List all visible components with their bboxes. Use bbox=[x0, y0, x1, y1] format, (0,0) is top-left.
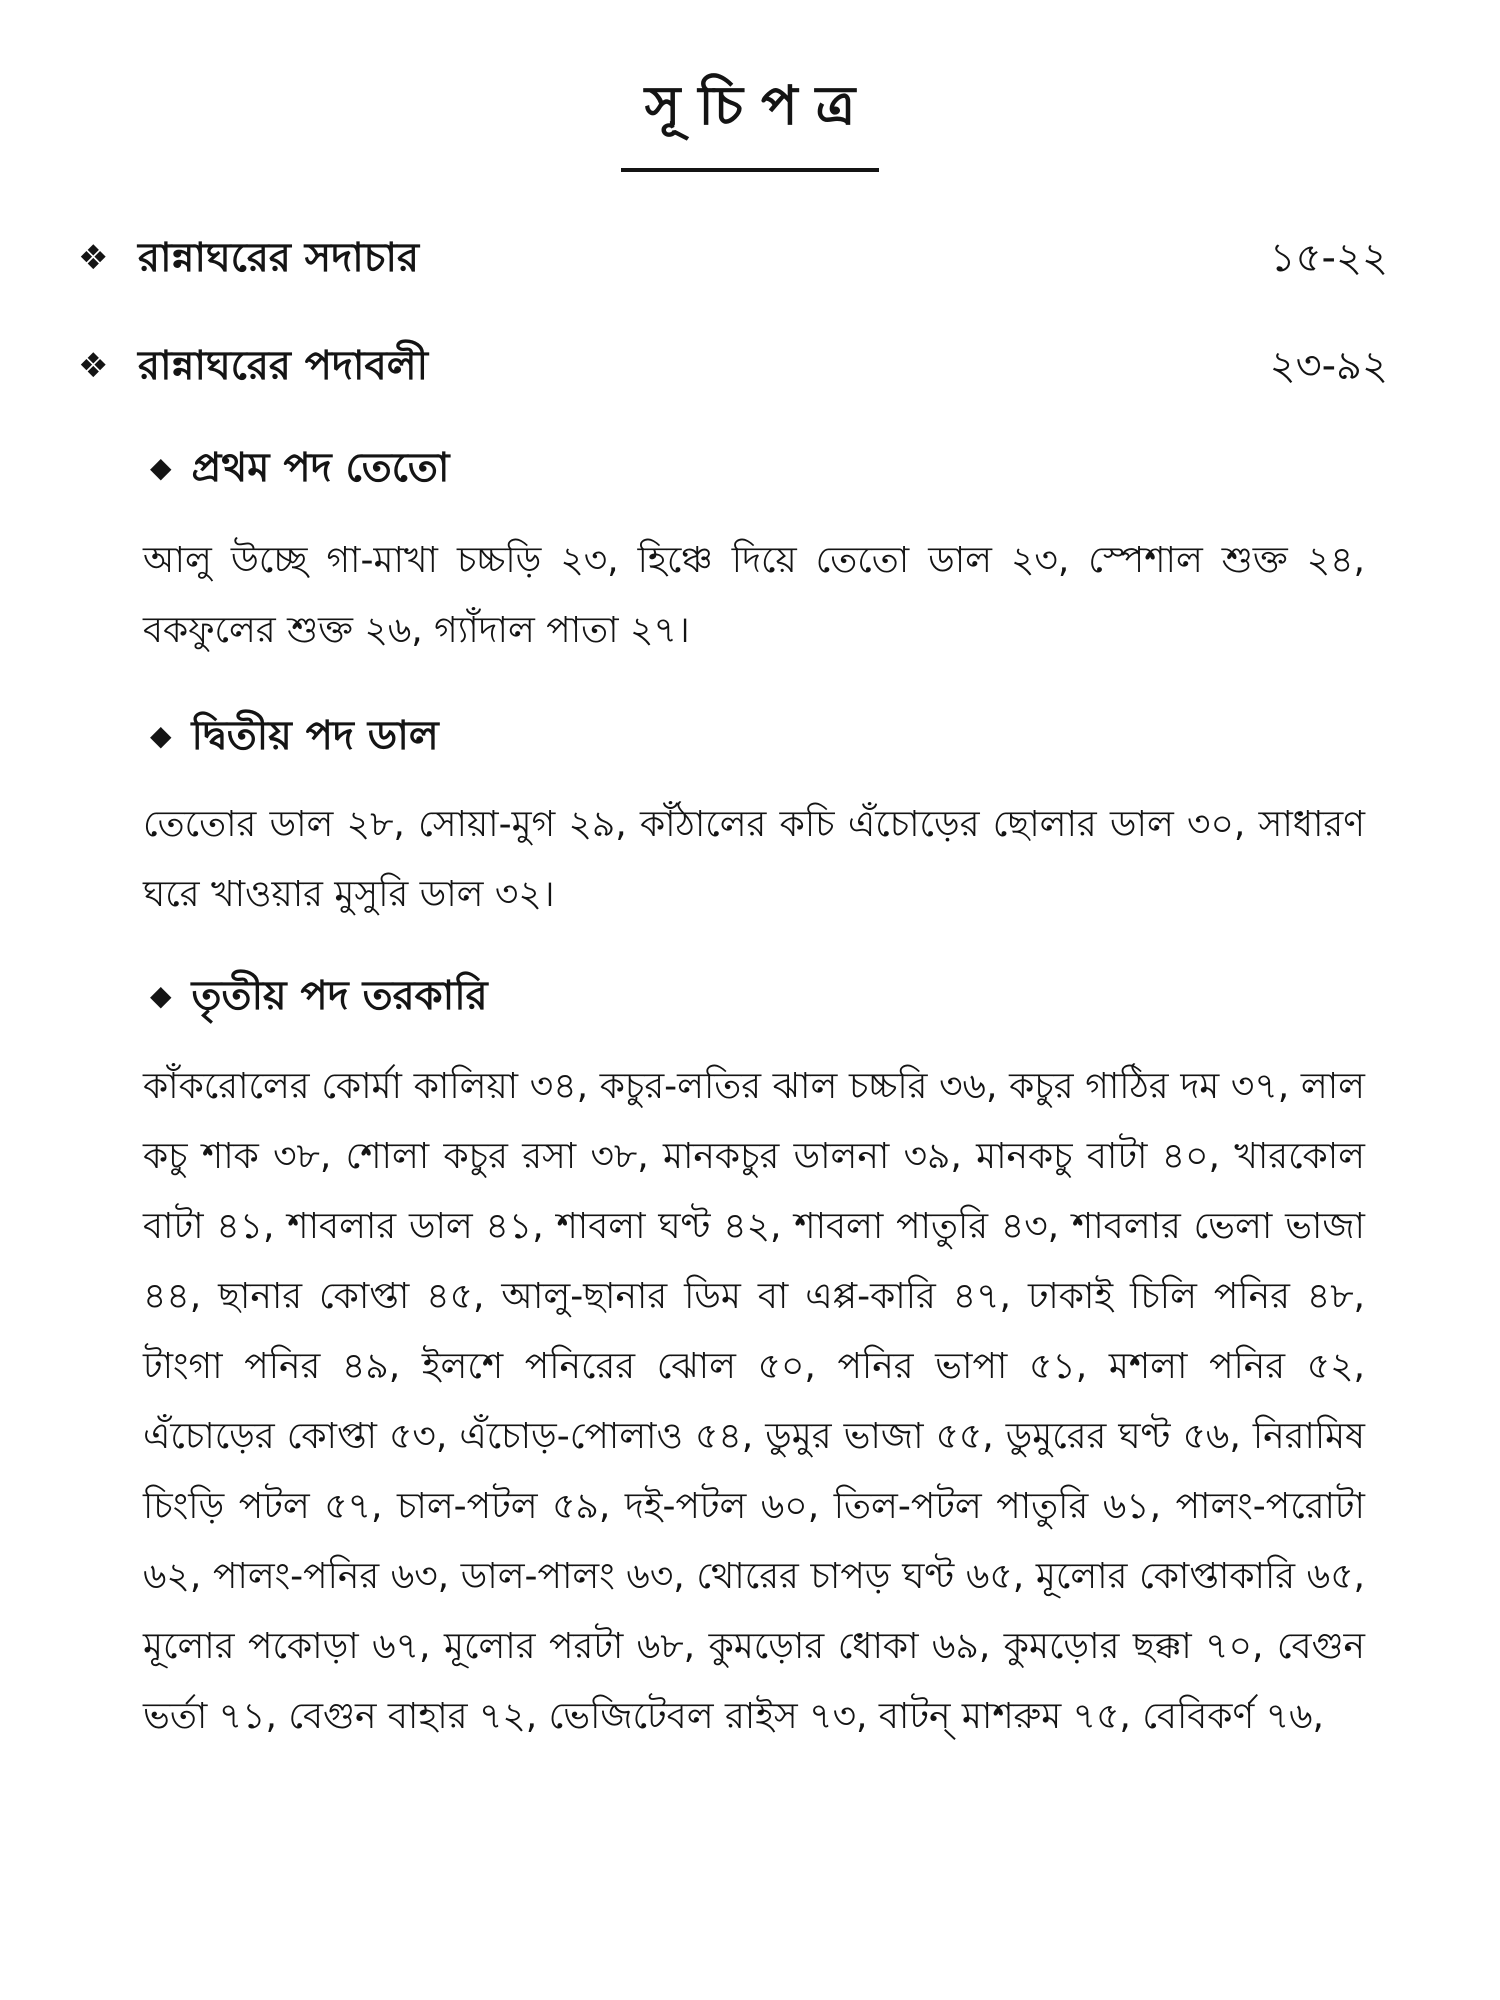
page-title: সূচিপত্র bbox=[621, 64, 880, 172]
toc-entry-pages: ১৫-২২ bbox=[1269, 235, 1388, 281]
section-heading-label: তৃতীয় পদ তরকারি bbox=[191, 973, 488, 1019]
toc-entry-kitchen-dishes bbox=[78, 336, 1388, 396]
title-container bbox=[0, 64, 1500, 172]
toc-entry-kitchen-etiquette bbox=[78, 228, 1388, 288]
diamond-bullet-icon: ◆ bbox=[150, 451, 172, 484]
section-items-second-course: তেতোর ডাল ২৮, সোয়া-মুগ ২৯, কাঁঠালের কচি এঁচোড়ের ছোলার ডাল ৩০, সাধারণ ঘরে খাওয়ার মুসুরি ডাল ৩২। bbox=[143, 804, 1365, 915]
section-heading-first-course bbox=[150, 440, 449, 496]
diamond-bullet-icon: ◆ bbox=[150, 719, 172, 752]
toc-entry-label: রান্নাঘরের সদাচার bbox=[138, 235, 419, 281]
section-heading-third-course bbox=[150, 968, 488, 1024]
toc-entry-label: রান্নাঘরের পদাবলী bbox=[138, 343, 429, 389]
diamond-bullet-icon: ◆ bbox=[150, 979, 172, 1012]
toc-entry-pages: ২৩-৯২ bbox=[1269, 343, 1388, 389]
section-heading-label: দ্বিতীয় পদ ডাল bbox=[191, 713, 439, 759]
ornament-bullet-icon: ❖ bbox=[78, 238, 109, 278]
section-heading-label: প্রথম পদ তেতো bbox=[191, 445, 450, 491]
section-items-third-course: কাঁকরোলের কোর্মা কালিয়া ৩৪, কচুর-লতির ঝাল চচ্চরি ৩৬, কচুর গাঠির দম ৩৭, লাল কচু শাক ৩৮, শোলা কচুর রসা ৩৮, মানকচুর ডালনা ৩৯, মানকচু বাটা ৪০, খারকোল বাটা ৪১, শাবলার ডাল ৪১, শাবলা ঘণ্ট ৪২, শাবলা পাতুরি ৪৩, শাবলার ভেলা ভাজা ৪৪, ছানার কোপ্তা ৪৫, আলু-ছানার ডিম বা এপ্প-কারি ৪৭, ঢাকাই চিলি পনির ৪৮, টাংগা পনির ৪৯, ইলশে পনিরের ঝোল ৫০, পনির ভাপা ৫১, মশলা পনির ৫২, এঁচোড়ের কোপ্তা ৫৩, এঁচোড়-পোলাও ৫৪, ডুমুর ভাজা ৫৫, ডুমুরের ঘণ্ট ৫৬, নিরামিষ চিংড়ি পটল ৫৭, চাল-পটল ৫৯, দই-পটল ৬০, তিল-পটল পাতুরি ৬১, পালং-পরোটা ৬২, পালং-পনির ৬৩, ডাল-পালং ৬৩, থোরের চাপড় ঘণ্ট ৬৫, মূলোর কোপ্তাকারি ৬৫, মূলোর পকোড়া ৬৭, মূলোর পরটা ৬৮, কুমড়োর ধোকা ৬৯, কুমড়োর ছক্কা ৭০, বেগুন ভর্তা ৭১, বেগুন বাহার ৭২, ভেজিটেবল রাইস ৭৩, বাটন্ মাশরুম ৭৫, বেবিকর্ণ ৭৬, bbox=[143, 1066, 1366, 1737]
section-items-first-course: আলু উচ্ছে গা-মাখা চচ্চড়ি ২৩, হিঞ্চে দিয়ে তেতো ডাল ২৩, স্পেশাল শুক্ত ২৪, বকফুলের শুক্ত ২৬, গ্যাঁদাল পাতা ২৭। bbox=[143, 540, 1365, 651]
section-heading-second-course bbox=[150, 708, 439, 764]
ornament-bullet-icon: ❖ bbox=[78, 346, 109, 386]
